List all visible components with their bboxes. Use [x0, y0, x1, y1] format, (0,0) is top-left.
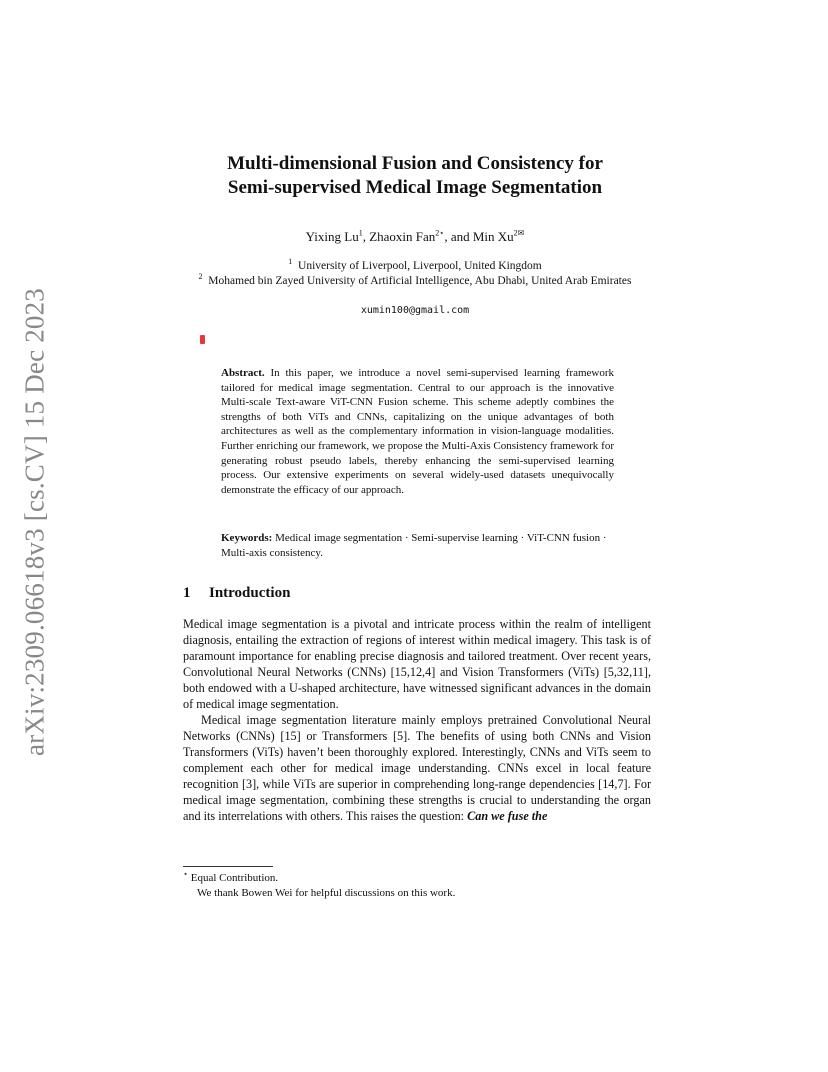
author-3-sup: 2✉ — [513, 228, 525, 238]
citation-link[interactable]: [5] — [392, 729, 408, 743]
affiliation-1-sup: 1 — [288, 257, 293, 267]
footnote-1 — [183, 871, 455, 886]
paragraph-1 — [183, 616, 651, 712]
affiliation-2-sup: 2 — [198, 272, 203, 282]
text-run: , while ViTs are superior in comprehending long-range dependencies — [256, 777, 599, 791]
text-run: Medical image segmentation literature mainly employs pretrained Convolutional Neural Networks (CNNs) — [183, 713, 651, 743]
affiliation-2-text: Mohamed bin Zayed University of Artificial Intelligence, Abu Dhabi, United Arab Emirates — [208, 275, 632, 287]
title-line-2: Semi-supervised Medical Image Segmentation — [227, 177, 603, 198]
author-2: Zhaoxin Fan — [369, 229, 436, 244]
abstract-label: Abstract. — [221, 367, 265, 379]
text-run: or Transformers — [300, 729, 393, 743]
author-2-sup: 2⋆ — [435, 228, 445, 238]
arxiv-sidebar — [20, 285, 50, 760]
citation-link[interactable]: [14,7] — [598, 777, 628, 791]
text-run: , both endowed with a U-shaped architecture, have witnessed significant advances in the domain of medical image segmentation. — [183, 665, 651, 711]
section-number: 1 — [183, 585, 191, 601]
annotation-marker — [200, 335, 205, 344]
author-sep-1: , — [362, 229, 370, 244]
footnote-2: We thank Bowen Wei for helpful discussions on this work. — [197, 887, 456, 899]
text-run: . For medical image segmentation, combining these strengths is crucial to understanding the organ and its interrelations with others. This raises the question: — [183, 777, 652, 823]
affiliation-1 — [180, 259, 650, 274]
affiliation-2 — [180, 274, 650, 289]
title-line-1: Multi-dimensional Fusion and Consistency for — [227, 153, 603, 174]
paper-title — [150, 152, 680, 200]
section-title: Introduction — [209, 585, 291, 601]
keywords-text: Medical image segmentation · Semi-supervise learning · ViT-CNN fusion · Multi-axis consistency. — [221, 532, 607, 559]
author-1: Yixing Lu — [305, 229, 359, 244]
section-body — [183, 616, 651, 824]
text-run: . The benefits of using both CNNs and Vision Transformers (ViTs) haven’t been thoroughly explored. Interestingly, CNNs and ViTs seem to complement each other for medical image understanding. CNNs excel in local feature recognition — [183, 729, 651, 791]
author-list — [150, 229, 680, 245]
abstract-text: In this paper, we introduce a novel semi-supervised learning framework tailored for medical image segmentation. Central to our approach is the innovative Multi-scale Text-aware ViT-CNN Fusion scheme. This scheme adeptly combines the strengths of both ViTs and CNNs, capitalizing on the unique advantages of both architectures as well as the complementary information in vision-language modalities. Further enriching our framework, we propose the Multi-Axis Consistency framework for generating robust pseudo labels, thereby enhancing the semi-supervised learning process. Our extensive experiments on several widely-used datasets unequivocally demonstrate the efficacy of our approach. — [221, 367, 615, 496]
footnotes — [183, 871, 455, 901]
footnote-1-mark: ⋆ — [183, 869, 189, 879]
footnote-1-text: Equal Contribution. — [190, 872, 279, 884]
contact-email[interactable]: xumin100@gmail.com — [360, 305, 470, 316]
footnote-rule — [183, 866, 273, 867]
author-1-sup: 1 — [358, 228, 363, 238]
keywords-label: Keywords: — [221, 532, 273, 544]
affiliation-1-text: University of Liverpool, Liverpool, United Kingdom — [298, 260, 542, 272]
author-3: Min Xu — [472, 229, 514, 244]
paragraph-2 — [183, 712, 651, 824]
text-run: Medical image segmentation is a pivotal and intricate process within the realm of intelligent diagnosis, entailing the extraction of regions of interest within medical imagery. This task is of paramount importance for enabling precise diagnosis and tailored treatment. Over recent years, Convolutional Neural Networks (CNNs) — [183, 617, 651, 679]
citation-link[interactable]: [15,12,4] — [390, 665, 436, 679]
text-run: and Vision Transformers (ViTs) — [435, 665, 604, 679]
abstract — [221, 366, 614, 497]
arxiv-identifier: arXiv:2309.06618v3 [cs.CV] 15 Dec 2023 — [19, 287, 50, 757]
citation-link[interactable]: [15] — [280, 729, 301, 743]
keywords — [221, 531, 614, 560]
research-question: Can we fuse the — [467, 809, 548, 823]
citation-link[interactable]: [3] — [241, 777, 257, 791]
section-heading — [183, 585, 290, 602]
author-sep-2: , and — [444, 229, 473, 244]
citation-link[interactable]: [5,32,11] — [603, 665, 648, 679]
